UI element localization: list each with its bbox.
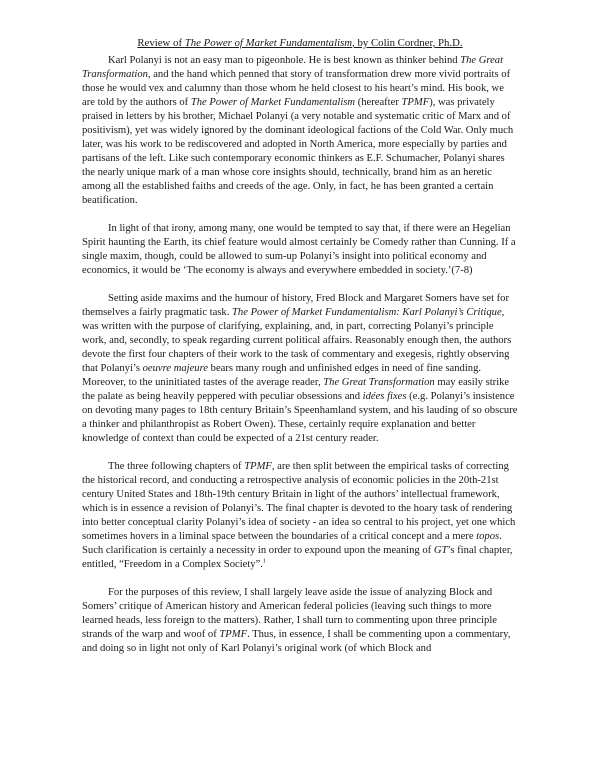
italic-run: TPMF <box>244 461 272 472</box>
italic-run: The Power of Market Fundamentalism: Karl Polanyi’s Critique <box>232 307 502 318</box>
italic-run: The Power of Market Fundamentalism <box>190 97 356 108</box>
paragraph-5 <box>82 586 518 656</box>
italic-run: The Great Transformation <box>323 377 435 388</box>
page-title <box>82 36 518 50</box>
paragraph-3 <box>82 292 518 446</box>
text-run: . Thus, in essence, I shall be commenting upon a commentary, and doing so in light not only of Karl Polanyi’s original work (of which Block and <box>82 629 511 654</box>
text-run: (e.g. Polanyi’s insistence on devoting many pages to 18th century Britain’s Speenhamland system, and his lauding of so obscure a thinker and philanthropist as Robert Owen). These, certainly require explanation and better knowledge of context than could be expected of a 21st century reader. <box>82 391 518 444</box>
text-run: bears many rough and unfinished edges in need of fine sanding. Moreover, to the uninitiated tastes of the average reader, <box>82 363 482 388</box>
text-run: . Such clarification is certainly a necessity in order to expound upon the meaning of <box>82 531 502 556</box>
italic-run: topos <box>476 531 500 542</box>
text-run: may easily strike the palate as being heavily peppered with peculiar obsessions and <box>82 377 510 402</box>
text-run: For the purposes of this review, I shall largely leave aside the issue of analyzing Block and Somers’ critique of American history and American federal policies (leaving such things to more learned heads, less foreign to the matters). Rather, I shall turn to commenting upon three principle strands of the warp and woof of <box>82 587 497 640</box>
footnote-marker[interactable]: 1 <box>262 558 266 565</box>
text-run: , and the hand which penned that story of transformation drew more vivid portraits of those he would vex and calumny than those whom he held closest to his heart’s mind. His book, we are told by the authors of <box>82 69 511 108</box>
text-run: , are then split between the empirical tasks of correcting the historical record, and conducting a retrospective analysis of economic policies in the 20th-21st century United States and 18th-19th century Britain in light of the authors’ intellectual framework, which is in essence a revision of Polanyi’s. The final chapter is devoted to the hoary task of rendering into better conceptual clarity Polanyi’s idea of society - an idea so central to his project, yet one which sometimes hovers in a liminal space between the boundaries of a critical concept and a mere <box>82 461 516 542</box>
italic-run: idées fixes <box>362 391 407 402</box>
italic-run: The Great Transformation <box>82 55 504 80</box>
italic-run: TPMF <box>219 629 248 640</box>
text-run: The three following chapters of <box>108 461 245 472</box>
italic-run: TPMF <box>401 97 430 108</box>
italic-run: oeuvre majeure <box>142 363 209 374</box>
paragraph-2: In light of that irony, among many, one would be tempted to say that, if there were an Hegelian Spirit haunting the Earth, its chief feature would almost certainly be Comedy rather than Cunning. If a single maxim, though, could be allowed to sum-up Polanyi’s insight into political economy and economics, it would be ‘The economy is always and everywhere embedded in society.’(7-8) <box>82 223 516 276</box>
italic-run: GT <box>433 545 448 556</box>
text-run: Karl Polanyi is not an easy man to pigeonhole. He is best known as thinker behind <box>108 55 461 66</box>
title-book: The Power of Market Fundamentalism <box>184 37 353 49</box>
text-run: (hereafter <box>355 97 402 108</box>
text-run: ’s final chapter, entitled, “Freedom in a Complex Society”. <box>82 545 513 570</box>
paragraph-1 <box>82 54 518 208</box>
title-prefix: Review of <box>137 37 185 49</box>
text-run: Setting aside maxims and the humour of history, Fred Block and Margaret Somers have set for themselves a fairly pragmatic task. <box>82 293 510 318</box>
title-suffix: , by Colin Cordner, Ph.D. <box>352 37 463 49</box>
text-run: ), was privately praised in letters by his brother, Michael Polanyi (a very notable and systematic critic of Marx and of positivism), yet was widely ignored by the dominant ideological factions of the Cold War. Only much later, was his work to be rediscovered and adopted in North America, more especially by parties and partisans of the left. Like such contemporary economic thinkers as E.F. Schumacher, Polanyi shares the nearly unique mark of a man whose core insights should, technically, brand him as an heretic among all the established faiths and creeds of the age. Only, in fact, he has been granted a certain beatification. <box>82 97 514 206</box>
paragraph-4 <box>82 460 518 572</box>
text-run: , was written with the purpose of clarifying, explaining, and, in part, correcting Polanyi’s principle work, and, secondly, to speak regarding current political affairs. Reasonably enough then, the authors devote the first four chapters of their work to the task of commentary and exegesis, rightly observing that Polanyi’s <box>82 307 512 374</box>
